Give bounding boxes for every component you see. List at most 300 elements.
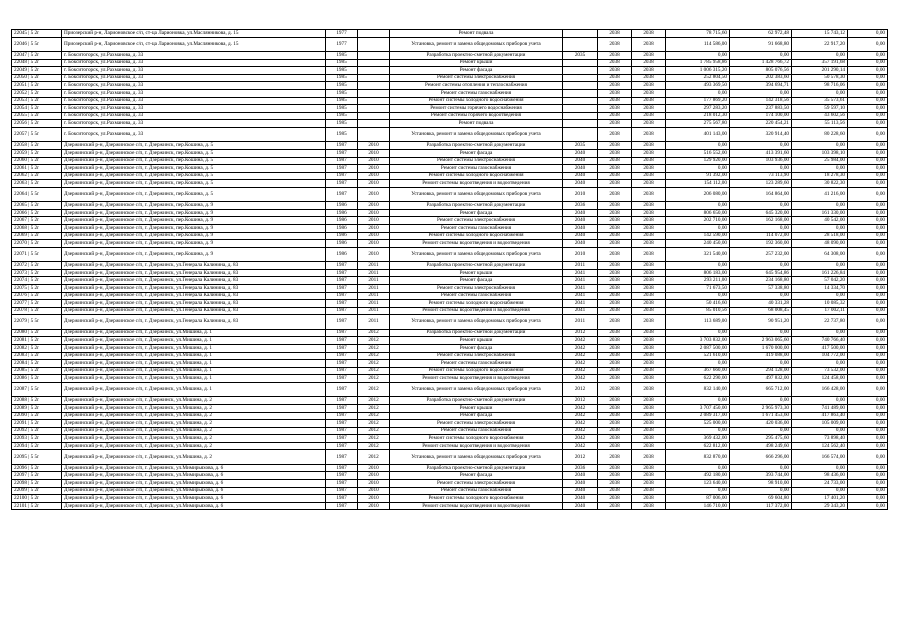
cell-row-id: 22071 | 5 5r	[12, 247, 62, 261]
cell-last-repair-year	[358, 82, 390, 90]
cell-fund-cost: 1 428 766,72	[730, 59, 792, 67]
cell-fund-cost: 1 670 000,00	[730, 344, 792, 352]
cell-plan-year: 2035	[563, 51, 598, 59]
cell-build-year: 1986	[326, 217, 358, 225]
cell-build-year: 1985	[326, 105, 358, 113]
cell-address: Дзержинский р-н, Дзержинское с/п, г. Дзержинск, пер.Кошина, д. 9	[62, 202, 326, 210]
cell-other-cost: 0,00	[848, 307, 888, 315]
cell-address: Дзержинский р-н, Дзержинское с/п, г. Дзержинск, пер.Кошина, д. 5	[62, 149, 326, 157]
cell-fund-cost: 2 965 973,30	[730, 404, 792, 412]
cell-plan-year: 2040	[563, 149, 598, 157]
cell-plan-year: 2012	[563, 382, 598, 396]
cell-total-cost: 0,00	[666, 202, 730, 210]
cell-last-repair-year: 2010	[358, 149, 390, 157]
cell-start-year: 2038	[598, 209, 632, 217]
cell-other-cost: 0,00	[848, 367, 888, 375]
table-row	[12, 37, 888, 51]
cell-work-type: Ремонт системы холодного водоснабжения	[390, 172, 563, 180]
table-row	[12, 315, 888, 329]
cell-total-cost: 0,00	[666, 89, 730, 97]
cell-last-repair-year	[358, 112, 390, 120]
cell-owners-cost: 741 489,00	[792, 404, 848, 412]
cell-start-year: 2038	[598, 172, 632, 180]
cell-owners-cost: 25 984,00	[792, 157, 848, 165]
cell-end-year: 2038	[632, 367, 666, 375]
cell-total-cost: 50 416,60	[666, 300, 730, 308]
cell-end-year: 2038	[632, 67, 666, 75]
cell-fund-cost: 68 008,45	[730, 307, 792, 315]
cell-build-year: 1987	[326, 269, 358, 277]
cell-build-year: 1985	[326, 127, 358, 141]
cell-end-year: 2038	[632, 464, 666, 472]
cell-plan-year: 2041	[563, 285, 598, 293]
cell-work-type: Ремонт фасада	[390, 344, 563, 352]
cell-fund-cost: 0,00	[730, 225, 792, 233]
cell-end-year: 2038	[632, 487, 666, 495]
cell-row-id: 22079 | 5 5r	[12, 315, 62, 329]
cell-work-type: Ремонт системы отопления и теплоснабжения	[390, 82, 563, 90]
table-row	[12, 180, 888, 188]
cell-end-year: 2038	[632, 404, 666, 412]
cell-start-year: 2038	[598, 89, 632, 97]
table-row	[12, 292, 888, 300]
cell-other-cost: 0,00	[848, 157, 888, 165]
cell-other-cost: 0,00	[848, 82, 888, 90]
cell-plan-year: 2042	[563, 420, 598, 428]
cell-last-repair-year: 2012	[358, 375, 390, 383]
cell-owners-cost: 59 597,10	[792, 105, 848, 113]
cell-start-year: 2038	[598, 232, 632, 240]
cell-end-year: 2038	[632, 209, 666, 217]
cell-other-cost: 0,00	[848, 360, 888, 368]
cell-plan-year: 2040	[563, 480, 598, 488]
cell-last-repair-year: 2010	[358, 187, 390, 201]
cell-end-year: 2038	[632, 450, 666, 464]
table-row	[12, 412, 888, 420]
cell-last-repair-year: 2010	[358, 142, 390, 150]
cell-row-id: 22080 | 5 2r	[12, 329, 62, 337]
cell-build-year: 1987	[326, 285, 358, 293]
cell-owners-cost: 0,00	[792, 142, 848, 150]
cell-work-type: Ремонт системы газоснабжения	[390, 89, 563, 97]
cell-last-repair-year: 2011	[358, 269, 390, 277]
cell-build-year: 1985	[326, 120, 358, 128]
cell-row-id: 22065 | 5 2r	[12, 202, 62, 210]
cell-plan-year: 2010	[563, 187, 598, 201]
cell-end-year: 2038	[632, 225, 666, 233]
cell-row-id: 22090 | 5 2r	[12, 412, 62, 420]
cell-plan-year: 2042	[563, 404, 598, 412]
cell-last-repair-year: 2011	[358, 307, 390, 315]
cell-end-year: 2038	[632, 149, 666, 157]
cell-plan-year: 2040	[563, 209, 598, 217]
cell-work-type: Ремонт системы электроснабжения	[390, 285, 563, 293]
cell-total-cost: 0,00	[666, 464, 730, 472]
cell-other-cost: 0,00	[848, 120, 888, 128]
cell-work-type: Установка, ремонт и замена общедомовых приборов учета	[390, 315, 563, 329]
cell-row-id: 22047 | 5 2r	[12, 51, 62, 59]
cell-start-year: 2038	[598, 127, 632, 141]
cell-work-type: Ремонт системы газоснабжения	[390, 165, 563, 173]
cell-work-type: Ремонт системы холодного водоснабжения	[390, 495, 563, 503]
cell-owners-cost: 103 398,10	[792, 149, 848, 157]
cell-owners-cost: 166 574,00	[792, 450, 848, 464]
cell-build-year: 1987	[326, 149, 358, 157]
cell-fund-cost: 73 113,90	[730, 172, 792, 180]
cell-address: Дзержинский р-н, Дзержинское с/п, г. Дзержинск, ул.Мишина, д. 2	[62, 420, 326, 428]
cell-work-type: Ремонт системы водоотведения и водоотведения	[390, 375, 563, 383]
cell-row-id: 22062 | 5 2r	[12, 172, 62, 180]
cell-start-year: 2038	[598, 262, 632, 270]
cell-fund-cost: 220 454,21	[730, 120, 792, 128]
cell-fund-cost: 498 249,60	[730, 442, 792, 450]
cell-total-cost: 525 000,00	[666, 420, 730, 428]
table-row	[12, 74, 888, 82]
table-row	[12, 112, 888, 120]
cell-end-year: 2038	[632, 240, 666, 248]
cell-plan-year: 2041	[563, 292, 598, 300]
cell-row-id: 22064 | 5 5r	[12, 187, 62, 201]
cell-start-year: 2038	[598, 277, 632, 285]
cell-fund-cost: 103 936,00	[730, 157, 792, 165]
cell-total-cost: 806 183,00	[666, 269, 730, 277]
cell-row-id: 22077 | 5 2r	[12, 300, 62, 308]
cell-fund-cost: 117 372,00	[730, 502, 792, 510]
cell-start-year: 2038	[598, 59, 632, 67]
cell-fund-cost: 805 076,56	[730, 67, 792, 75]
cell-last-repair-year: 2012	[358, 412, 390, 420]
cell-fund-cost: 394 694,71	[730, 82, 792, 90]
table-row	[12, 142, 888, 150]
table-row	[12, 329, 888, 337]
cell-other-cost: 0,00	[848, 37, 888, 51]
cell-address: Дзержинский р-н, Дзержинское с/п, г. Дзержинск, ул.Мишина, д. 1	[62, 367, 326, 375]
cell-end-year: 2038	[632, 472, 666, 480]
cell-other-cost: 0,00	[848, 464, 888, 472]
cell-row-id: 22088 | 5 2r	[12, 397, 62, 405]
cell-last-repair-year: 2011	[358, 292, 390, 300]
cell-build-year: 1977	[326, 37, 358, 51]
cell-build-year: 1987	[326, 480, 358, 488]
cell-start-year: 2038	[598, 360, 632, 368]
cell-work-type: Ремонт системы водоотведения и водоотведения	[390, 240, 563, 248]
cell-start-year: 2038	[598, 112, 632, 120]
cell-row-id: 22084 | 5 2r	[12, 360, 62, 368]
cell-row-id: 22091 | 5 2r	[12, 420, 62, 428]
cell-build-year: 1987	[326, 329, 358, 337]
cell-total-cost: 114 586,00	[666, 37, 730, 51]
cell-end-year: 2038	[632, 120, 666, 128]
cell-fund-cost: 0,00	[730, 360, 792, 368]
cell-row-id: 22057 | 5 5r	[12, 127, 62, 141]
cell-plan-year: 2040	[563, 165, 598, 173]
cell-work-type: Ремонт фасада	[390, 209, 563, 217]
cell-address: г. Бокситогорск, ул.Рахманова, д. 33	[62, 89, 326, 97]
cell-fund-cost: 257 232,00	[730, 247, 792, 261]
cell-owners-cost: 14 334,70	[792, 285, 848, 293]
cell-plan-year	[563, 97, 598, 105]
cell-address: Дзержинский р-н, Дзержинское с/п, г. Дзержинск, ул.Мишина, д. 2	[62, 442, 326, 450]
cell-last-repair-year: 2012	[358, 352, 390, 360]
cell-end-year: 2038	[632, 397, 666, 405]
cell-total-cost: 622 290,00	[666, 375, 730, 383]
cell-fund-cost: 0,00	[730, 292, 792, 300]
cell-total-cost: 493 369,50	[666, 82, 730, 90]
cell-other-cost: 0,00	[848, 240, 888, 248]
cell-address: Дзержинский р-н, Дзержинское с/п, г. Дзержинск, ул.Мишина, д. 1	[62, 337, 326, 345]
cell-plan-year	[563, 89, 598, 97]
cell-start-year: 2038	[598, 442, 632, 450]
cell-fund-cost: 234 168,80	[730, 277, 792, 285]
cell-last-repair-year: 2012	[358, 337, 390, 345]
cell-owners-cost: 17 002,11	[792, 307, 848, 315]
cell-end-year: 2038	[632, 74, 666, 82]
cell-work-type: Ремонт системы горячего водоотведения	[390, 112, 563, 120]
cell-end-year: 2038	[632, 112, 666, 120]
cell-address: Дзержинский р-н, Дзержинское с/п, г. Дзержинск, ул.Мимирьяхова, д. 6	[62, 464, 326, 472]
cell-work-type: Ремонт системы холодного водоснабжения	[390, 300, 563, 308]
cell-fund-cost: 645 320,00	[730, 209, 792, 217]
cell-address: Дзержинский р-н, Дзержинское с/п, г. Дзержинск, ул.Мимирьяхова, д. 6	[62, 502, 326, 510]
cell-end-year: 2038	[632, 300, 666, 308]
cell-build-year: 1987	[326, 375, 358, 383]
cell-address: г. Бокситогорск, ул.Рахманова, д. 33	[62, 105, 326, 113]
cell-total-cost: 123 640,00	[666, 480, 730, 488]
table-row	[12, 217, 888, 225]
cell-owners-cost: 0,00	[792, 360, 848, 368]
cell-owners-cost: 0,00	[792, 51, 848, 59]
cell-other-cost: 0,00	[848, 450, 888, 464]
cell-owners-cost: 105 009,00	[792, 420, 848, 428]
table-row	[12, 360, 888, 368]
cell-total-cost: 521 610,00	[666, 352, 730, 360]
cell-other-cost: 0,00	[848, 487, 888, 495]
cell-last-repair-year: 2012	[358, 329, 390, 337]
cell-build-year: 1985	[326, 67, 358, 75]
cell-owners-cost: 0,00	[792, 262, 848, 270]
cell-other-cost: 0,00	[848, 472, 888, 480]
cell-end-year: 2038	[632, 232, 666, 240]
cell-fund-cost: 0,00	[730, 142, 792, 150]
cell-build-year: 1987	[326, 180, 358, 188]
cell-address: Дзержинский р-н, Дзержинское с/п, г. Дзержинск, ул.Генерала Калинина, д. 83	[62, 307, 326, 315]
cell-end-year: 2038	[632, 495, 666, 503]
cell-plan-year	[563, 112, 598, 120]
cell-last-repair-year: 2012	[358, 360, 390, 368]
cell-build-year: 1987	[326, 382, 358, 396]
cell-build-year: 1986	[326, 202, 358, 210]
cell-owners-cost: 0,00	[792, 292, 848, 300]
cell-start-year: 2038	[598, 315, 632, 329]
cell-total-cost: 0,00	[666, 165, 730, 173]
cell-end-year: 2038	[632, 217, 666, 225]
cell-plan-year: 2041	[563, 277, 598, 285]
table-row	[12, 202, 888, 210]
cell-owners-cost: 64 308,00	[792, 247, 848, 261]
cell-owners-cost: 417 863,40	[792, 412, 848, 420]
cell-last-repair-year: 2010	[358, 480, 390, 488]
cell-work-type: Ремонт системы водоотведения и водоотведения	[390, 442, 563, 450]
cell-total-cost: 129 920,00	[666, 157, 730, 165]
cell-owners-cost: 0,00	[792, 397, 848, 405]
cell-other-cost: 0,00	[848, 180, 888, 188]
cell-start-year: 2038	[598, 217, 632, 225]
cell-work-type: Ремонт фасада	[390, 67, 563, 75]
cell-build-year: 1987	[326, 157, 358, 165]
cell-total-cost: 0,00	[666, 225, 730, 233]
cell-end-year: 2038	[632, 360, 666, 368]
cell-total-cost: 1 785 958,86	[666, 59, 730, 67]
cell-work-type: Ремонт системы водоотведения и водоотведения	[390, 307, 563, 315]
cell-address: Дзержинский р-н, Дзержинское с/п, г. Дзержинск, пер.Кошина, д. 5	[62, 187, 326, 201]
cell-other-cost: 0,00	[848, 112, 888, 120]
cell-build-year: 1987	[326, 165, 358, 173]
cell-end-year: 2038	[632, 427, 666, 435]
cell-plan-year: 2042	[563, 337, 598, 345]
cell-start-year: 2038	[598, 105, 632, 113]
cell-start-year: 2038	[598, 344, 632, 352]
cell-start-year: 2038	[598, 502, 632, 510]
cell-total-cost: 0,00	[666, 292, 730, 300]
cell-build-year: 1987	[326, 277, 358, 285]
cell-end-year: 2038	[632, 420, 666, 428]
cell-last-repair-year: 2010	[358, 487, 390, 495]
cell-plan-year: 2010	[563, 247, 598, 261]
cell-row-id: 22101 | 5 2r	[12, 502, 62, 510]
cell-other-cost: 0,00	[848, 412, 888, 420]
cell-plan-year: 2042	[563, 352, 598, 360]
cell-work-type: Ремонт системы холодного водоснабжения	[390, 232, 563, 240]
cell-end-year: 2038	[632, 187, 666, 201]
cell-build-year: 1987	[326, 502, 358, 510]
cell-last-repair-year	[358, 127, 390, 141]
cell-owners-cost: 28 518,00	[792, 232, 848, 240]
cell-work-type: Установка, ремонт и замена общедомовых приборов учета	[390, 37, 563, 51]
cell-work-type: Ремонт подвала	[390, 30, 563, 38]
cell-plan-year: 2042	[563, 375, 598, 383]
cell-plan-year	[563, 59, 598, 67]
cell-fund-cost: 123 289,60	[730, 180, 792, 188]
cell-plan-year: 2040	[563, 217, 598, 225]
cell-plan-year: 2012	[563, 397, 598, 405]
cell-address: Дзержинский р-н, Дзержинское с/п, г. Дзержинск, ул.Генерала Калинина, д. 83	[62, 300, 326, 308]
cell-plan-year: 2041	[563, 300, 598, 308]
cell-fund-cost: 237 883,50	[730, 105, 792, 113]
cell-start-year: 2038	[598, 427, 632, 435]
cell-plan-year	[563, 30, 598, 38]
cell-end-year: 2038	[632, 37, 666, 51]
cell-owners-cost: 124 458,00	[792, 375, 848, 383]
cell-owners-cost: 40 542,00	[792, 217, 848, 225]
table-row	[12, 450, 888, 464]
cell-other-cost: 0,00	[848, 217, 888, 225]
cell-end-year: 2038	[632, 307, 666, 315]
cell-start-year: 2038	[598, 202, 632, 210]
cell-end-year: 2038	[632, 329, 666, 337]
cell-end-year: 2038	[632, 180, 666, 188]
cell-build-year: 1987	[326, 450, 358, 464]
cell-work-type: Разработка проектно-сметной документации	[390, 51, 563, 59]
cell-address: Дзержинский р-н, Дзержинское с/п, г. Дзержинск, ул.Мишина, д. 2	[62, 450, 326, 464]
cell-address: г. Бокситогорск, ул.Рахманова, д. 33	[62, 120, 326, 128]
cell-owners-cost: 166 428,00	[792, 382, 848, 396]
cell-start-year: 2038	[598, 97, 632, 105]
table-row	[12, 209, 888, 217]
cell-fund-cost: 0,00	[730, 51, 792, 59]
cell-address: Дзержинский р-н, Дзержинское с/п, г. Дзержинск, пер.Кошина, д. 5	[62, 172, 326, 180]
cell-total-cost: 78 715,60	[666, 30, 730, 38]
cell-plan-year: 2040	[563, 472, 598, 480]
cell-end-year: 2038	[632, 435, 666, 443]
table-row	[12, 464, 888, 472]
cell-start-year: 2038	[598, 307, 632, 315]
cell-total-cost: 3 707 450,00	[666, 404, 730, 412]
cell-last-repair-year: 2010	[358, 217, 390, 225]
cell-other-cost: 0,00	[848, 269, 888, 277]
cell-other-cost: 0,00	[848, 172, 888, 180]
cell-last-repair-year: 2011	[358, 300, 390, 308]
table-row	[12, 51, 888, 59]
cell-owners-cost: 22 917,20	[792, 37, 848, 51]
cell-total-cost: 516 552,00	[666, 149, 730, 157]
cell-start-year: 2038	[598, 435, 632, 443]
cell-fund-cost: 2 963 065,60	[730, 337, 792, 345]
cell-build-year: 1987	[326, 187, 358, 201]
cell-last-repair-year: 2010	[358, 502, 390, 510]
cell-fund-cost: 62 972,48	[730, 30, 792, 38]
cell-owners-cost: 0,00	[792, 89, 848, 97]
cell-work-type: Ремонт системы газоснабжения	[390, 487, 563, 495]
cell-build-year: 1986	[326, 240, 358, 248]
cell-plan-year: 2042	[563, 367, 598, 375]
cell-plan-year: 2042	[563, 360, 598, 368]
cell-total-cost: 832 140,00	[666, 382, 730, 396]
cell-owners-cost: 98 436,00	[792, 472, 848, 480]
cell-plan-year: 2036	[563, 464, 598, 472]
cell-work-type: Ремонт системы электроснабжения	[390, 420, 563, 428]
cell-build-year: 1987	[326, 360, 358, 368]
cell-owners-cost: 18 278,30	[792, 172, 848, 180]
cell-owners-cost: 161 226,84	[792, 269, 848, 277]
cell-fund-cost: 162 168,00	[730, 217, 792, 225]
cell-fund-cost: 0,00	[730, 329, 792, 337]
cell-work-type: Ремонт фасада	[390, 277, 563, 285]
cell-row-id: 22073 | 5 2r	[12, 269, 62, 277]
cell-address: Дзержинский р-н, Дзержинское с/п, г. Дзержинск, ул.Мишина, д. 1	[62, 360, 326, 368]
cell-other-cost: 0,00	[848, 277, 888, 285]
cell-other-cost: 0,00	[848, 427, 888, 435]
cell-end-year: 2038	[632, 59, 666, 67]
cell-other-cost: 0,00	[848, 375, 888, 383]
cell-start-year: 2038	[598, 30, 632, 38]
cell-last-repair-year: 2010	[358, 232, 390, 240]
cell-row-id: 22089 | 5 2r	[12, 404, 62, 412]
cell-plan-year	[563, 105, 598, 113]
table-row	[12, 89, 888, 97]
cell-last-repair-year: 2010	[358, 180, 390, 188]
cell-owners-cost: 0,00	[792, 329, 848, 337]
cell-last-repair-year: 2011	[358, 285, 390, 293]
cell-total-cost: 3 703 832,00	[666, 337, 730, 345]
cell-end-year: 2038	[632, 412, 666, 420]
cell-start-year: 2038	[598, 464, 632, 472]
cell-last-repair-year: 2010	[358, 209, 390, 217]
cell-row-id: 22067 | 5 2r	[12, 217, 62, 225]
cell-total-cost: 275 567,80	[666, 120, 730, 128]
cell-address: Дзержинский р-н, Дзержинское с/п, г. Дзержинск, ул.Мишина, д. 1	[62, 344, 326, 352]
cell-fund-cost: 419 088,00	[730, 352, 792, 360]
cell-address: г. Бокситогорск, ул.Рахманова, д. 33	[62, 67, 326, 75]
